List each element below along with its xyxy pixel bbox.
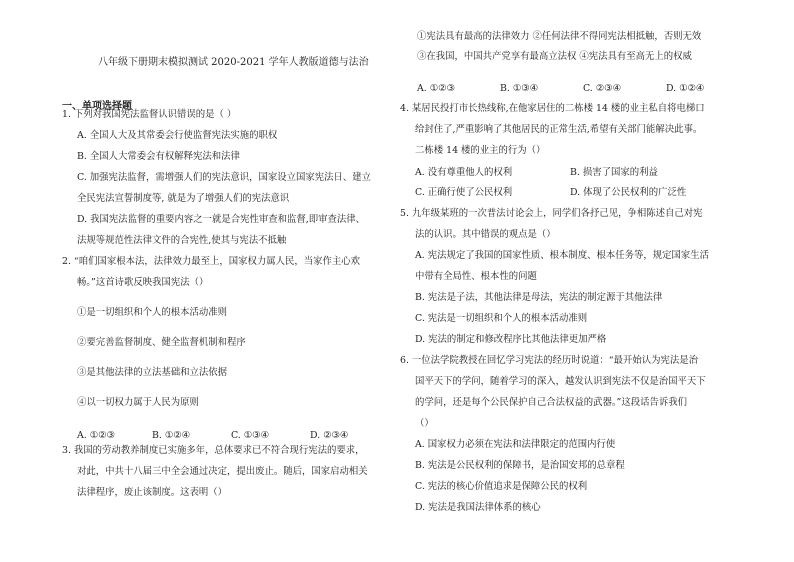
question-text-line: D. 宪法的制定和修改程序比其他法律更加严格 (415, 334, 607, 345)
paper-title: 八年级下册期末模拟测试 2020-2021 学年人教版道德与法治 (98, 57, 369, 68)
question-text-line: 法律程序，废止该制度。这表明（） (77, 487, 228, 498)
statement-line: ③在我国，中国共产党享有最高立法权 ④宪法具有至高无上的权威 (417, 51, 692, 62)
question-text-line: C. 宪法是一切组织和个人的根本活动准则 (415, 313, 588, 324)
q2-option-a: A. ①②③ (77, 430, 115, 441)
q2-option-d: D. ②③④ (309, 430, 349, 441)
question-text-line: ④以一切权力属于人民为原则 (77, 397, 199, 408)
question-text-line: 6. 一位法学院教授在回忆学习宪法的经历时说道：“最开始认为宪法是治 (400, 355, 698, 366)
question-text-line: 二栋楼 14 楼的业主的行为（） (415, 145, 546, 156)
question-text-line: B. 宪法是子法，其他法律是母法，宪法的制定源于其他法律 (415, 292, 663, 303)
q3-option-a: A. ①②③ (417, 83, 455, 94)
question-text-line: 对此，中共十八届三中全会通过决定，提出废止。随后，国家启动相关 (77, 466, 368, 477)
question-text-line: ②要完善监督制度、健全监督机制和程序 (77, 337, 246, 348)
question-text-line: A. 宪法规定了我国的国家性质、根本制度、根本任务等，规定国家生活 (415, 250, 709, 261)
question-text-line: A. 国家权力必须在宪法和法律限定的范围内行使 (415, 439, 616, 450)
question-text-line: 中带有全局性、根本性的问题 (415, 271, 537, 282)
q4-option: B. 损害了国家的利益 (570, 167, 658, 178)
question-text-line: 的学问，还是每个公民保护自己合法权益的武器。”这段话告诉我们 (415, 397, 687, 408)
question-text-line: 畅。”这首诗歌反映我国宪法（） (77, 277, 209, 288)
section-heading: 一、单项选择题 (62, 101, 132, 112)
question-text-line: （） (415, 418, 434, 429)
question-text-line: 1. 下列对我国宪法监督认识错误的是（ ） (62, 109, 237, 120)
q3-option-d: D. ①②④ (665, 83, 705, 94)
question-text-line: 2. “咱们国家根本法，法律效力最至上，国家权力属人民，当家作主心欢 (62, 256, 360, 267)
question-text-line: ①是一切组织和个人的根本活动准则 (77, 307, 228, 318)
question-text-line: 法的认识。其中错误的观点是（） (415, 229, 556, 240)
question-text-line: D. 我国宪法监督的重要内容之一就是合宪性审查和监督,即审查法律、 (77, 214, 365, 225)
question-text-line: 国平天下的学问，随着学习的深入，越发认识到宪法不仅是治国平天下 (415, 376, 706, 387)
question-text-line: ③是其他法律的立法基础和立法依据 (77, 367, 228, 378)
q4-option: A. 没有尊重他人的权利 (415, 167, 513, 178)
question-text-line: A. 全国人大及其常委会行使监督宪法实施的职权 (77, 130, 278, 141)
question-text-line: 法规等规范性法律文件的合宪性,使其与宪法不抵触 (77, 235, 287, 246)
question-text-line: C. 宪法的核心价值追求是保障公民的权利 (415, 481, 588, 492)
q4-option: C. 正确行使了公民权利 (415, 187, 513, 198)
q3-options (417, 78, 704, 100)
question-text-line: 3. 我国的劳动教养制度已实施多年，总体要求已不符合现行宪法的要求， (62, 445, 365, 456)
question-text-line: 全民宪法宣誓制度等, 就是为了增强人们的宪法意识 (77, 193, 290, 204)
question-text-line: D. 宪法是我国法律体系的核心 (415, 502, 541, 513)
question-text-line: 给封住了,严重影响了其他居民的正常生活,希望有关部门能解决此事。 (415, 124, 703, 135)
question-text-line: 4. 某居民投打市长热线称,在他家居住的二栋楼 14 楼的业主私自将电梯口 (400, 103, 705, 114)
q3-option-c: C. ②③④ (582, 83, 621, 94)
q2-option-c: C. ①③④ (230, 430, 269, 441)
statement-line: ①宪法具有最高的法律效力 ②任何法律不得同宪法相抵触，否则无效 (417, 31, 702, 42)
q4-option: D. 体现了公民权利的广泛性 (570, 187, 687, 198)
q3-option-b: B. ①③④ (499, 83, 539, 94)
question-text-line: B. 宪法是公民权利的保障书，是治国安邦的总章程 (415, 460, 625, 471)
q2-option-b: B. ①②④ (151, 430, 191, 441)
question-text-line: 5. 九年级某班的一次普法讨论会上，同学们各抒己见，争相陈述自己对宪 (400, 208, 703, 219)
question-text-line: C. 加强宪法监督，需增强人们的宪法意识，国家设立国家宪法日、建立 (77, 172, 372, 183)
question-text-line: B. 全国人大常委会有权解释宪法和法律 (77, 151, 240, 162)
